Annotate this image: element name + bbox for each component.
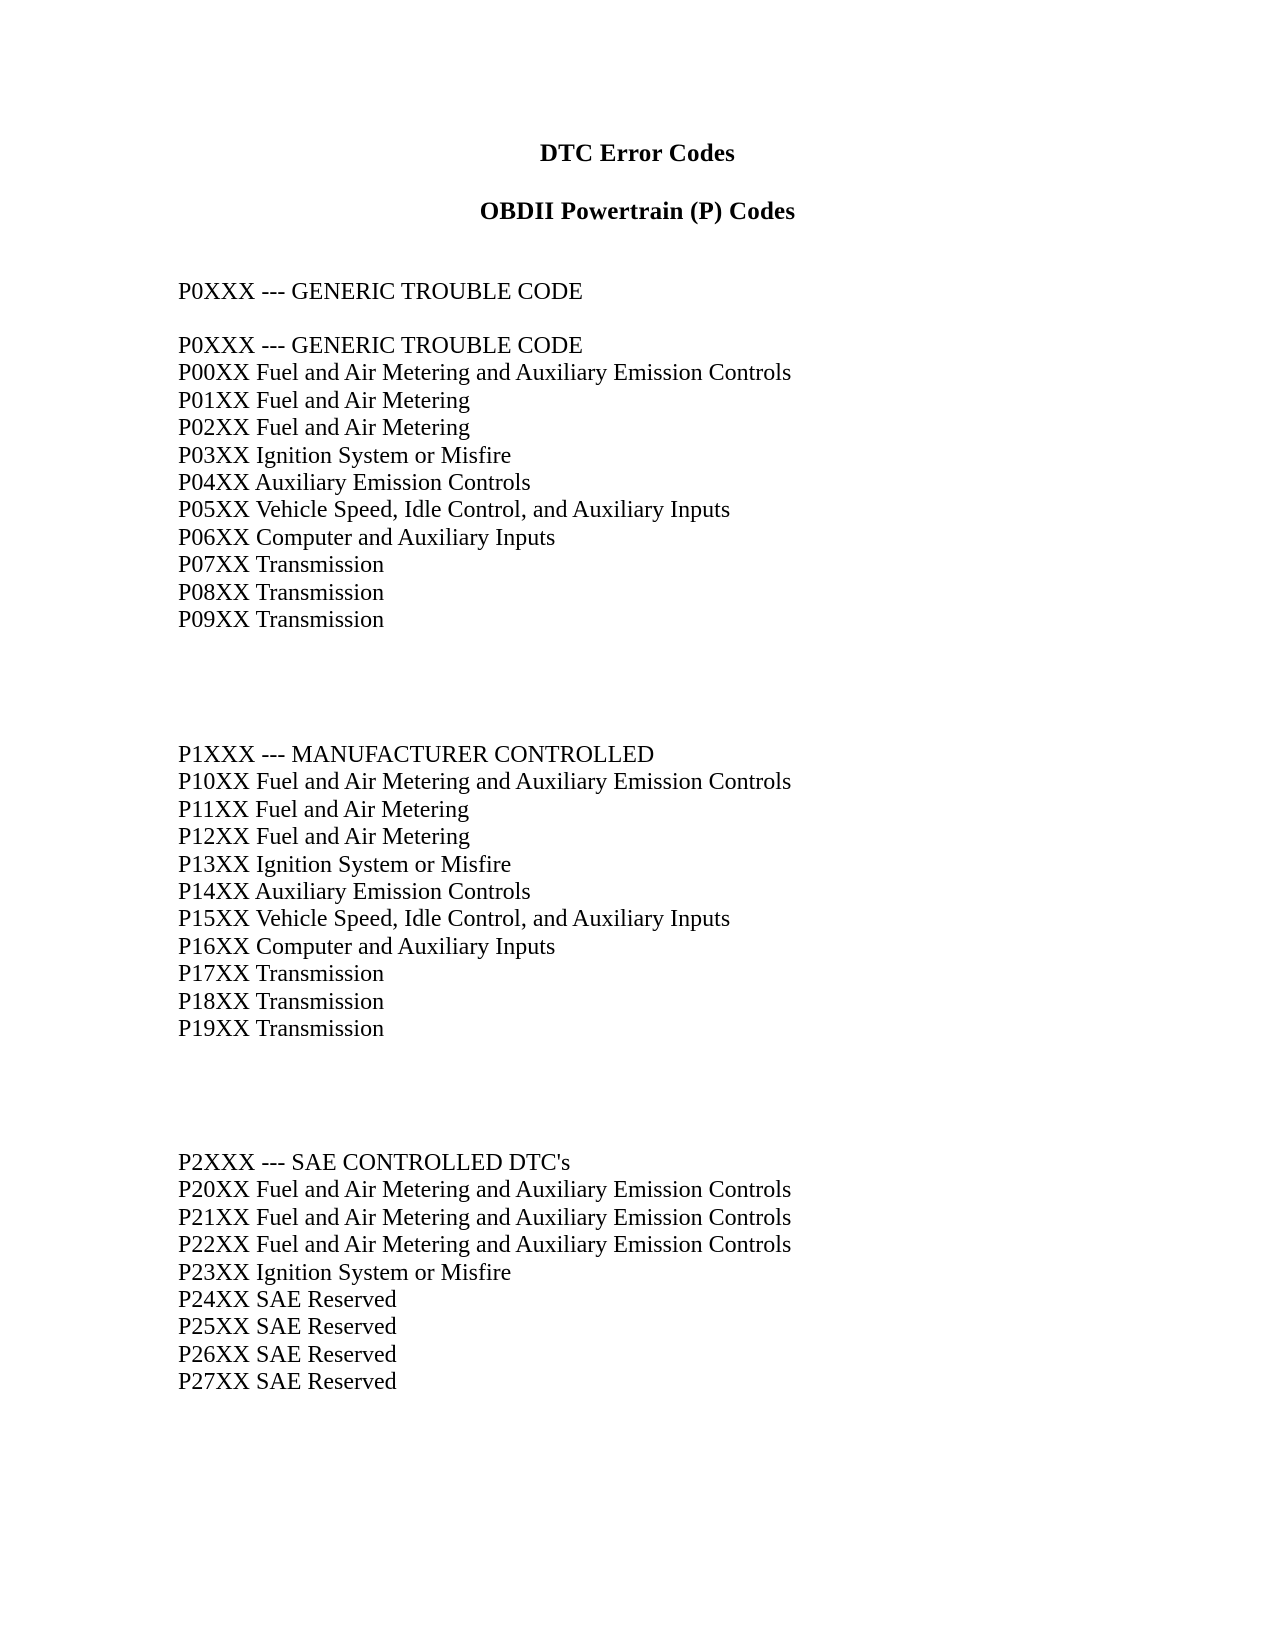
code-line: P16XX Computer and Auxiliary Inputs [178, 933, 556, 960]
code-line: P00XX Fuel and Air Metering and Auxiliary Emission Controls [178, 360, 792, 387]
doc-title: DTC Error Codes [539, 140, 736, 167]
code-line: P14XX Auxiliary Emission Controls [178, 879, 531, 906]
code-line: P12XX Fuel and Air Metering [178, 824, 470, 851]
section-heading: P1XXX --- MANUFACTURER CONTROLLED [178, 742, 655, 768]
code-line: P22XX Fuel and Air Metering and Auxiliary Emission Controls [178, 1232, 792, 1259]
code-line: P25XX SAE Reserved [178, 1314, 397, 1341]
code-line: P01XX Fuel and Air Metering [178, 387, 470, 414]
code-line: P20XX Fuel and Air Metering and Auxiliary Emission Controls [178, 1177, 792, 1204]
section-sae-controlled [178, 1150, 791, 1397]
section-heading: P0XXX --- GENERIC TROUBLE CODE [178, 333, 583, 359]
code-line: P23XX Ignition System or Misfire [178, 1259, 512, 1286]
code-line: P21XX Fuel and Air Metering and Auxiliary Emission Controls [178, 1204, 792, 1231]
code-line: P02XX Fuel and Air Metering [178, 415, 470, 442]
section-generic-trouble-code [178, 333, 791, 634]
code-line: P03XX Ignition System or Misfire [178, 442, 512, 469]
section-manufacturer-controlled [178, 742, 791, 1043]
code-line: P24XX SAE Reserved [178, 1287, 397, 1314]
code-line: P18XX Transmission [178, 988, 385, 1015]
section-lines [178, 1177, 791, 1396]
section-heading: P2XXX --- SAE CONTROLLED DTC's [178, 1150, 571, 1176]
intro-code-line: P0XXX --- GENERIC TROUBLE CODE [178, 279, 583, 305]
code-line: P07XX Transmission [178, 552, 385, 579]
code-line: P08XX Transmission [178, 579, 385, 606]
code-line: P05XX Vehicle Speed, Idle Control, and Auxiliary Inputs [178, 497, 731, 524]
code-line: P09XX Transmission [178, 607, 385, 634]
code-line: P06XX Computer and Auxiliary Inputs [178, 524, 556, 551]
doc-subtitle: OBDII Powertrain (P) Codes [479, 198, 796, 225]
code-line: P15XX Vehicle Speed, Idle Control, and Auxiliary Inputs [178, 906, 731, 933]
code-line: P17XX Transmission [178, 961, 385, 988]
code-line: P19XX Transmission [178, 1016, 385, 1043]
code-line: P26XX SAE Reserved [178, 1341, 397, 1368]
code-line: P27XX SAE Reserved [178, 1369, 397, 1396]
code-line: P11XX Fuel and Air Metering [178, 796, 470, 823]
section-lines [178, 360, 791, 634]
code-line: P10XX Fuel and Air Metering and Auxiliary Emission Controls [178, 769, 792, 796]
code-line: P04XX Auxiliary Emission Controls [178, 470, 531, 497]
section-lines [178, 769, 791, 1043]
code-line: P13XX Ignition System or Misfire [178, 851, 512, 878]
